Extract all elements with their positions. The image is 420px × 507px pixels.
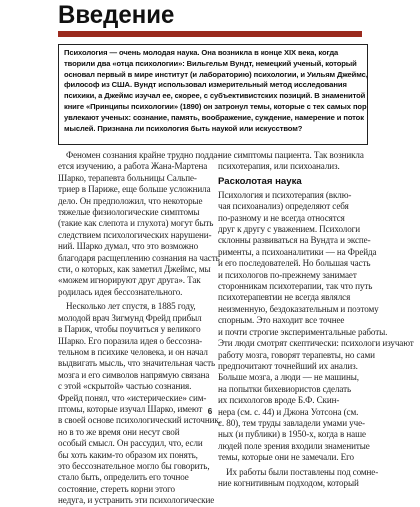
text-line: с этой «скрытой» частью сознания.: [58, 381, 192, 392]
intro-line: философ из США. Вундт использовал измерительный метод исследования: [64, 80, 347, 90]
text-line: (такие как слепота и глухота) могут быть: [58, 218, 214, 229]
text-line: стало быть, определить его точное: [58, 472, 189, 483]
intro-line: Психология — очень молодая наука. Она возникла в конце XIX века, когда: [64, 48, 339, 57]
text-line: и почти строгие экспериментальные работы.: [218, 326, 388, 337]
text-line: Фрейд понял, что «истерические» сим-: [58, 392, 207, 403]
text-line: бы хоть каким-то образом их понять,: [58, 449, 198, 460]
text-line: Шарко, терапевта больницы Сальпе-: [58, 172, 197, 183]
text-line: тяжелые физиологические симптомы: [58, 207, 200, 218]
text-line: сти, о которых, как заметил Джеймс, мы: [58, 264, 211, 275]
text-line: на попытки бихевиористов сделать: [218, 383, 352, 394]
text-line: сторонникам психотерапии, так что путь: [218, 281, 373, 292]
intro-box: [58, 44, 368, 145]
header-accent-rule: [58, 31, 362, 37]
text-line: триер в Париже, еще больше усложнила: [58, 184, 211, 195]
page-header: [0, 0, 420, 48]
left-column: [58, 150, 221, 507]
text-line: «можем игнорируют друг друга». Так: [58, 275, 201, 286]
paragraph: [58, 301, 221, 506]
text-line: предпочитают точнейший их анализ.: [218, 360, 358, 371]
intro-line: творили два «отца психологии»: Вильгельм Вундт, немецкий ученый, который: [64, 58, 357, 68]
text-line: по-разному и не всегда относятся: [218, 212, 345, 223]
text-line: но в то же время они несут свой: [58, 426, 180, 437]
text-line: Больше мозга, а люди — не машины,: [218, 372, 359, 383]
text-line: ний. Шарко думал, что это возможно: [58, 241, 199, 252]
text-line: Их работы были поставлены под сомне-: [226, 466, 379, 477]
page-number: 6: [207, 407, 213, 416]
text-line: Шарко. Его поразила идея о бессозна-: [58, 335, 203, 346]
paragraph: [218, 150, 366, 173]
text-line: темы, которые они не замечали. Его: [218, 452, 354, 463]
page-title: Введение: [58, 1, 175, 29]
text-line: работу мозга, говорят терапевты, но сами: [218, 349, 375, 360]
text-line: молодой врач Зигмунд Фрейд прибыл: [58, 312, 202, 323]
text-line: особый смысл. Он рассудил, что, если: [58, 438, 203, 449]
right-column: [218, 150, 414, 489]
text-line: следствием психологических нарушени-: [58, 229, 212, 240]
text-line: состояние, стереть корни этого: [58, 483, 176, 494]
text-line: психотерапия, или психоанализ.: [218, 161, 340, 172]
text-line: благодаря расщеплению сознания на часть: [58, 252, 220, 263]
text-line: людей поле зрения входили знаменитые: [218, 440, 370, 451]
intro-line: мыслей. Признана ли психология быть наукой или искусством?: [64, 123, 303, 133]
intro-line: психики, а Джеймс изучал ее, скорее, с субъективистских позиций. В знаменитой: [64, 91, 366, 101]
text-line: ние когнитивным подходом, который: [218, 477, 359, 488]
text-line: Несколько лет спустя, в 1885 году,: [66, 301, 196, 312]
intro-line: увлекают ученых: сознание, память, воображение, суждение, намерение и поток: [64, 112, 364, 122]
text-line: и психологов по-прежнему занимает: [218, 269, 357, 280]
paragraph: [218, 466, 379, 490]
text-line: Психология и психотерапия (вклю-: [218, 189, 352, 200]
text-line: рименты, а психоаналитики — на Фрейда: [218, 246, 377, 257]
text-line: спорным. Это находит все точнее: [218, 315, 345, 326]
intro-line: основал первый в мире институт (и лабораторию) психологии, и Уильям Джеймс,: [64, 69, 368, 79]
text-line: тельном в психике человека, и он начал: [58, 346, 208, 357]
text-line: психотерапевтии не всегда являлся: [218, 292, 351, 303]
text-line: выдвигать мысль, что значительная часть: [58, 358, 215, 369]
text-line: в своей основе психологический источник,: [58, 415, 221, 426]
text-line: с. 80), тем труды завладели умами уче-: [218, 417, 365, 428]
text-line: Эти люди смотрят скептически: психологи изучают: [218, 338, 414, 349]
text-line: мозга и его символов напрямую связана: [58, 369, 210, 380]
text-line: ние симптомы пациента. Так возникла: [218, 150, 364, 160]
text-line: их психологов вроде Б.Ф. Скин-: [218, 395, 340, 406]
text-line: это бессознательное могло бы говорить,: [58, 460, 210, 471]
text-line: дело. Он предположил, что некоторые: [58, 195, 203, 206]
section-subheading: Расколотая наука: [218, 175, 302, 187]
text-line: ных (и публики) в 1950-х, когда в наше: [218, 429, 366, 440]
intro-line: книге «Принципы психологии» (1890) он затронул темы, которые с тех самых пор: [64, 101, 367, 111]
text-line: склонны развиваться на Вундта и экспе-: [218, 235, 371, 246]
text-line: и его последователей. Но большая часть: [218, 258, 371, 269]
text-line: ется изучению, а работа Жана-Мартена: [58, 161, 208, 172]
text-line: недуга, и устранить эти психологические: [58, 495, 215, 506]
text-line: друг к другу с уважением. Психологи: [218, 224, 361, 235]
paragraph: [218, 189, 414, 464]
text-line: нера (см. с. 44) и Джона Уотсона (см.: [218, 406, 359, 417]
text-line: чая психоанализ) определяют себя: [218, 201, 349, 212]
text-line: неизменную, бездоказательным и поэтому: [218, 303, 379, 314]
paragraph: [58, 150, 221, 298]
text-line: родилась идея бессознательного.: [58, 286, 183, 297]
text-line: Феномен сознания крайне трудно подда-: [66, 150, 221, 160]
text-line: птомы, которые изучал Шарко, имеют: [58, 403, 203, 414]
text-line: в Париж, чтобы поучиться у великого: [58, 324, 201, 335]
